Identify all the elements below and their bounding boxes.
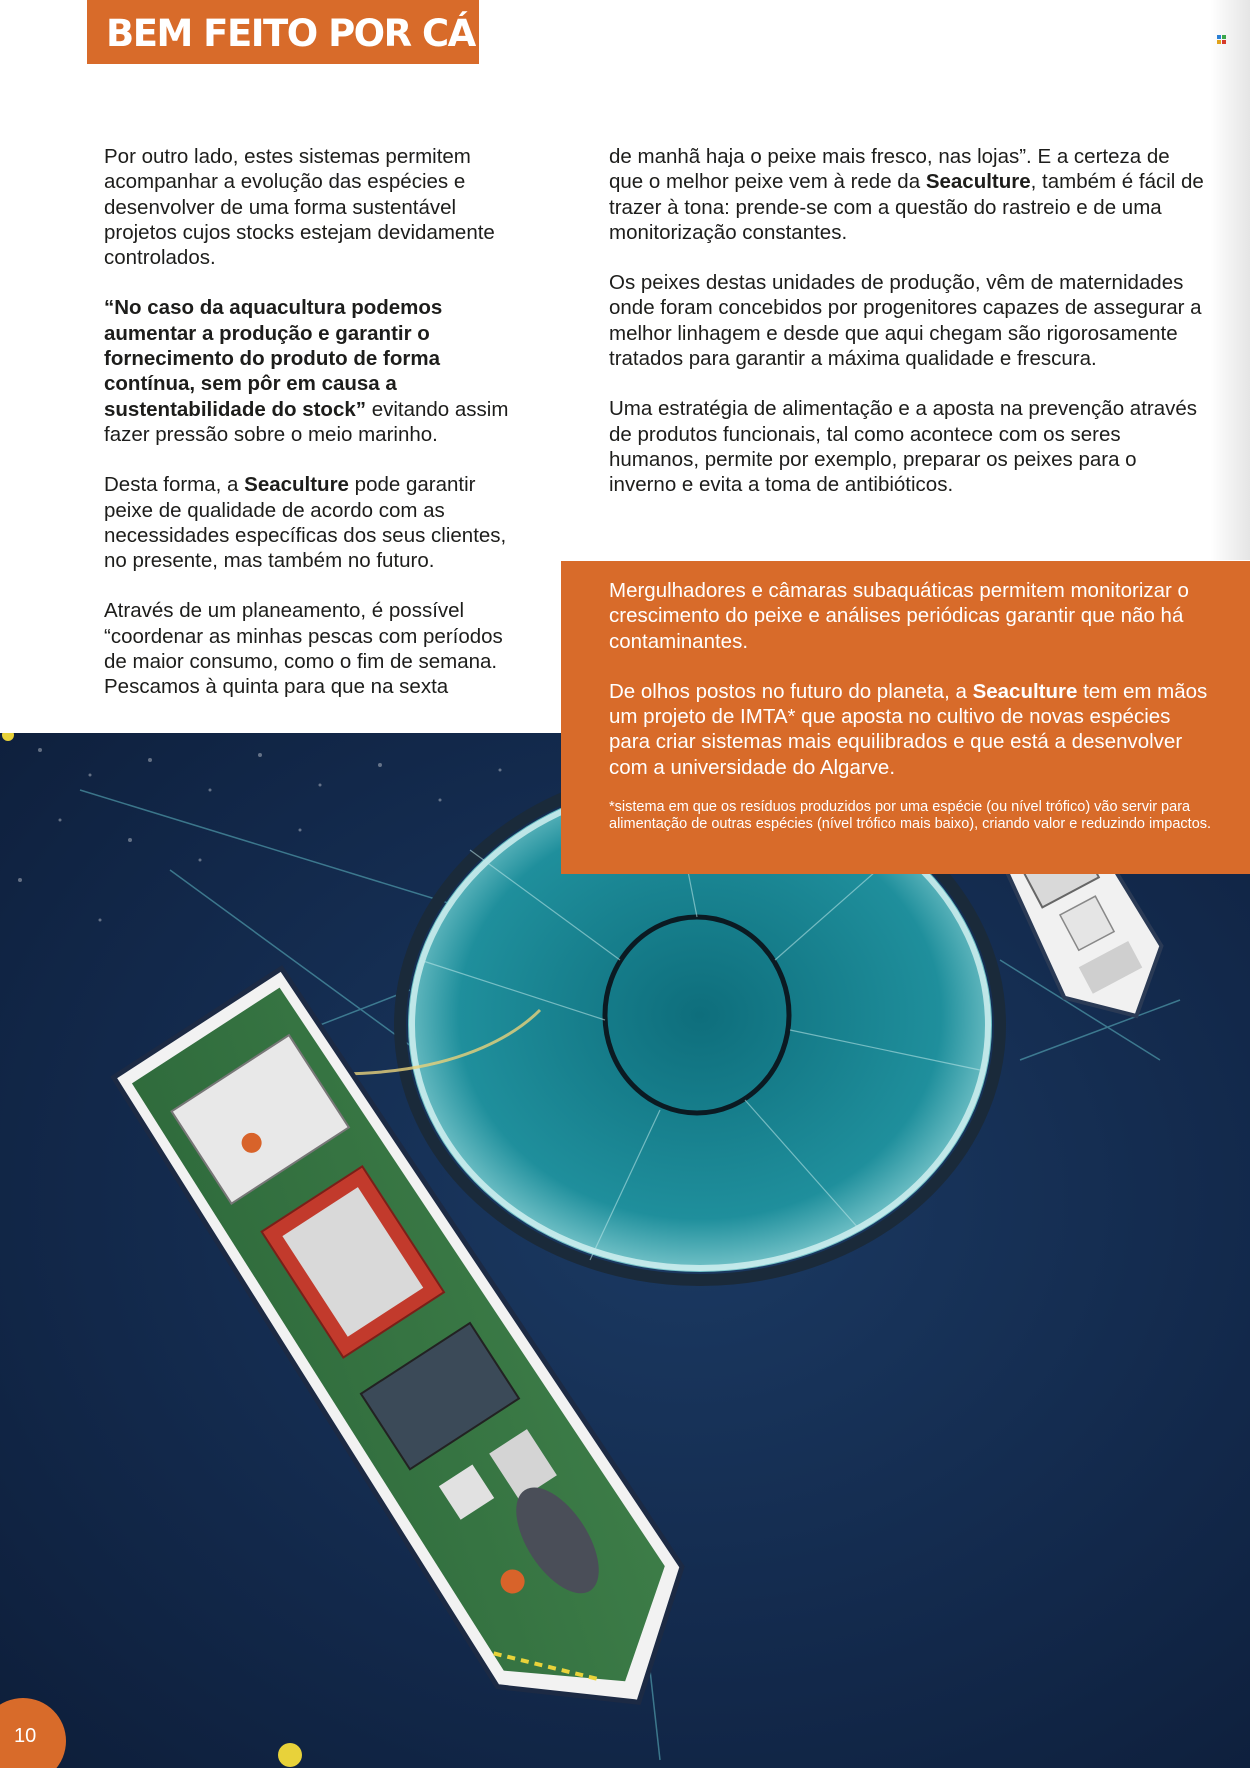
paragraph-text: Por outro lado, estes sistemas permitem acompanhar a evolução das espécies e desenvolver de uma forma sustentável projetos cujos stocks estejam devidamente controlados. [104,145,495,270]
paragraph-text: Uma estratégia de alimentação e a aposta na prevenção através de produtos funcionais, tal como acontece com os seres humanos, permite por exemplo, preparar os peixes para o inverno e evita a toma de antibióticos. [609,397,1198,497]
paragraph [609,144,1209,245]
footnote: *sistema em que os resíduos produzidos por uma espécie (ou nível trófico) vão servir para alimentação de outras espécies (nível trófico mais baixo), criando valor e reduzindo impactos. [609,799,1212,833]
paragraph-text: tem em mãos um projeto de IMTA* que aposta no cultivo de novas espécies para criar sistemas mais equilibrados e que está a desenvolver com a universidade do Algarve. [609,679,1208,779]
section-header-title: BEM FEITO POR CÁ [106,12,475,55]
paragraph-text: Mergulhadores e câmaras subaquáticas permitem monitorizar o crescimento do peixe e análises periódicas garantir que não há contaminantes. [609,579,1189,653]
highlight-box-text [609,578,1214,858]
page-number: 10 [14,1725,37,1747]
left-text-column [104,144,524,725]
paragraph-text: Os peixes destas unidades de produção, vêm de maternidades onde foram concebidos por progenitores capazes de assegurar a melhor linhagem e desde que aqui chegam são rigorosamente tratados para garantir a máxima qualidade e frescura. [609,271,1202,371]
paragraph [609,578,1214,654]
paragraph-text: evitando assim fazer pressão sobre o meio marinho. [104,397,509,446]
paragraph-text: Desta forma, a [104,473,245,497]
paragraph-text: pode garantir peixe de qualidade de acordo com as necessidades específicas dos seus clientes, no presente, mas também no futuro. [104,473,507,573]
aerial-fish-farm-photo [0,730,1250,1768]
paragraph-text: de manhã haja o peixe mais fresco, nas lojas”. E a certeza de que o melhor peixe vem à rede da [609,145,1170,194]
paragraph [609,270,1209,371]
brand-name: Seaculture [972,679,1078,703]
page-fold-shadow [1210,0,1250,560]
right-text-column [609,144,1209,523]
brand-name: Seaculture [244,473,349,497]
paragraph [104,598,524,699]
color-registration-mark-icon [1217,35,1226,44]
quote-paragraph [104,295,524,447]
paragraph-text: Através de um planeamento, é possível “coordenar as minhas pescas com períodos de maior consumo, como o fim de semana. Pescamos à quinta para que na sexta [104,599,503,699]
brand-name: Seaculture [925,170,1031,194]
paragraph [104,144,524,270]
paragraph [609,396,1209,497]
paragraph-text: , também é fácil de trazer à tona: prende-se com a questão do rastreio e de uma monitorização constantes. [609,170,1204,244]
yellow-buoy [278,1743,302,1767]
quote-bold-text: “No caso da aquacultura podemos aumentar a produção e garantir o fornecimento do produto de forma contínua, sem pôr em causa a sustentabilidade do stock” [104,296,443,421]
paragraph [104,472,524,573]
paragraph [609,679,1214,780]
paragraph-text: De olhos postos no futuro do planeta, a [609,679,973,703]
